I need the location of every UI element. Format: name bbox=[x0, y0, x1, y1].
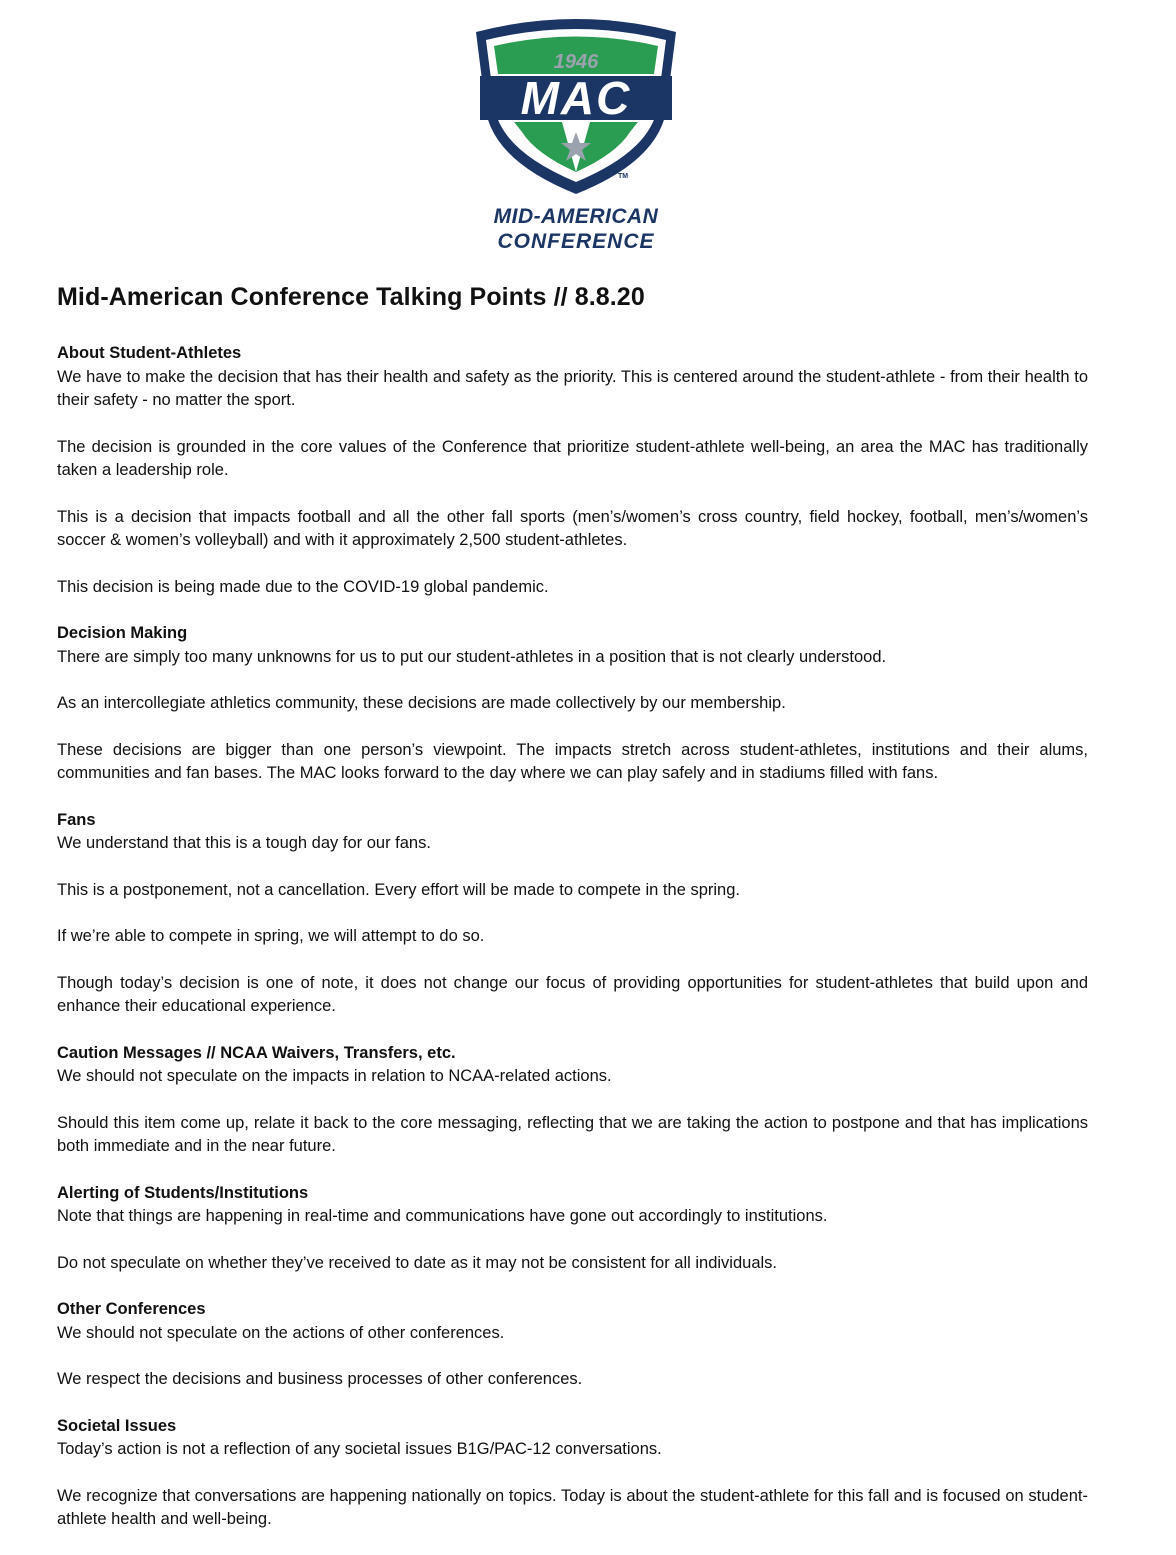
logo-wordmark-line1: MID-AMERICAN bbox=[493, 205, 659, 228]
paragraph: As an intercollegiate athletics community, these decisions are made collectively by our membership. bbox=[57, 694, 786, 712]
section-heading: Caution Messages // NCAA Waivers, Transfers, etc. bbox=[57, 1043, 456, 1062]
document-body bbox=[57, 283, 1088, 1555]
section-other-conferences bbox=[57, 1298, 1088, 1392]
paragraph: Today’s action is not a reflection of any societal issues B1G/PAC-12 conversations. bbox=[57, 1440, 662, 1458]
logo-tm: TM bbox=[618, 173, 629, 180]
section-heading: Decision Making bbox=[57, 624, 188, 642]
section-heading: About Student-Athletes bbox=[57, 344, 242, 362]
mac-logo bbox=[466, 12, 686, 257]
paragraph: If we’re able to compete in spring, we will attempt to do so. bbox=[57, 927, 485, 945]
section-decision-making bbox=[57, 622, 1088, 786]
section-heading: Other Conferences bbox=[57, 1300, 206, 1318]
section-fans bbox=[57, 809, 1088, 1019]
paragraph: Should this item come up, relate it back to the core messaging, reflecting that we are taking the action to postpone and that has implications both immediate and in the near future. bbox=[57, 1113, 1088, 1155]
paragraph: This is a decision that impacts football and all the other fall sports (men’s/women’s cross country, field hockey, football, men’s/women’s soccer & women’s volleyball) and with it approximately 2,500 student-athletes. bbox=[57, 507, 1088, 549]
paragraph: These decisions are bigger than one person’s viewpoint. The impacts stretch across student-athletes, institutions and their alums, communities and fan bases. The MAC looks forward to the day where we can play safely and in stadiums filled with fans. bbox=[57, 740, 1088, 782]
paragraph: We should not speculate on the impacts in relation to NCAA-related actions. bbox=[57, 1067, 612, 1085]
paragraph: The decision is grounded in the core values of the Conference that prioritize student-athlete well-being, an area the MAC has traditionally taken a leadership role. bbox=[57, 437, 1088, 479]
section-heading: Fans bbox=[57, 810, 96, 829]
logo-mark: MAC bbox=[520, 72, 632, 124]
logo-year: 1946 bbox=[553, 51, 599, 73]
section-heading: Alerting of Students/Institutions bbox=[57, 1183, 309, 1202]
paragraph: This is a postponement, not a cancellation. Every effort will be made to compete in the spring. bbox=[57, 880, 740, 899]
section-societal-issues bbox=[57, 1415, 1088, 1532]
paragraph: Do not speculate on whether they’ve received to date as it may not be consistent for all individuals. bbox=[57, 1253, 777, 1272]
paragraph: Note that things are happening in real-time and communications have gone out accordingly to institutions. bbox=[57, 1207, 828, 1225]
section-about-student-athletes bbox=[57, 342, 1088, 599]
paragraph: We understand that this is a tough day for our fans. bbox=[57, 834, 431, 852]
paragraph: We have to make the decision that has their health and safety as the priority. This is centered around the student-athlete - from their health to their safety - no matter the sport. bbox=[57, 367, 1088, 409]
paragraph: We respect the decisions and business processes of other conferences. bbox=[57, 1370, 583, 1388]
paragraph: Though today’s decision is one of note, it does not change our focus of providing opportunities for student-athletes that build upon and enhance their educational experience. bbox=[57, 973, 1088, 1015]
paragraph: We should not speculate on the actions of other conferences. bbox=[57, 1323, 505, 1342]
page-title: Mid-American Conference Talking Points // 8.8.20 bbox=[57, 283, 645, 311]
section-caution-messages bbox=[57, 1042, 1088, 1159]
section-alerting bbox=[57, 1182, 1088, 1276]
section-heading: Societal Issues bbox=[57, 1416, 177, 1435]
logo-wordmark-line2: CONFERENCE bbox=[497, 230, 655, 253]
paragraph: There are simply too many unknowns for us to put our student-athletes in a position that is not clearly understood. bbox=[57, 647, 887, 666]
paragraph: This decision is being made due to the COVID-19 global pandemic. bbox=[57, 577, 549, 596]
paragraph: We recognize that conversations are happening nationally on topics. Today is about the student-athlete for this fall and is focused on student-athlete health and well-being. bbox=[57, 1486, 1088, 1528]
